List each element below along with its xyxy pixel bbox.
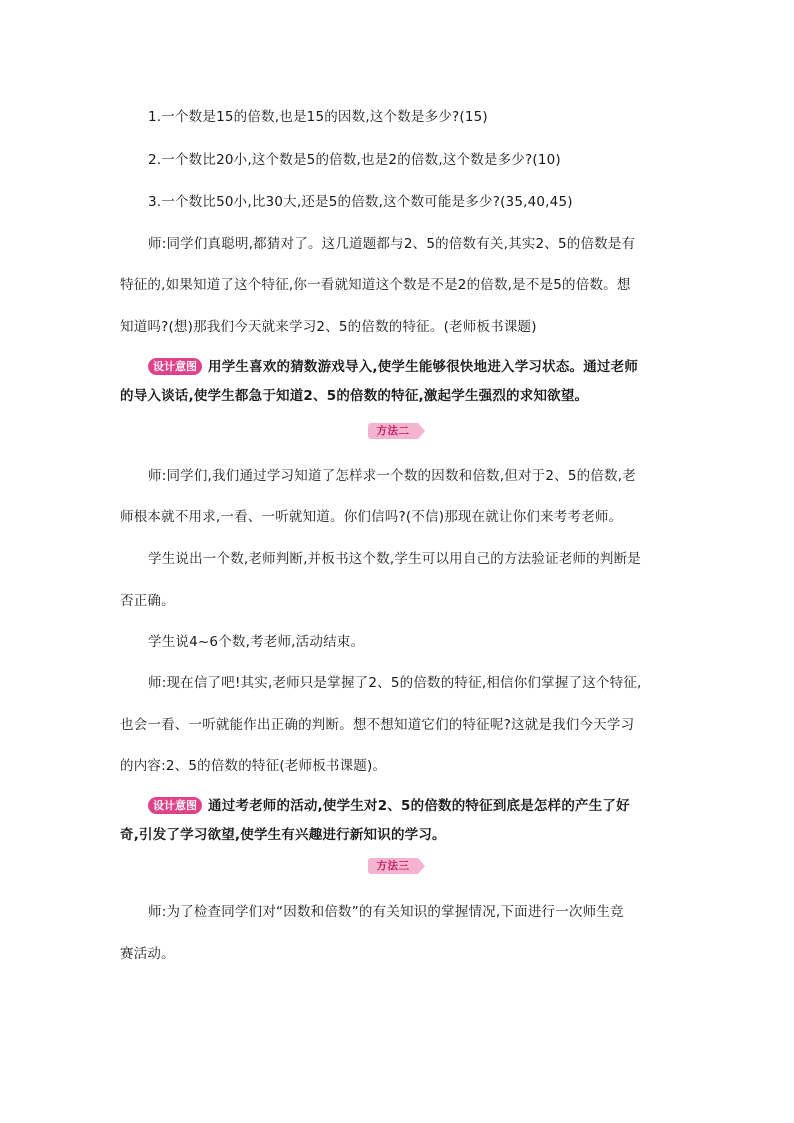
paragraph-3-line-2: 否正确。 xyxy=(120,593,175,609)
paragraph-1-line-1: 师:同学们真聪明,都猜对了。这几道题都与2、5的倍数有关,其实2、5的倍数是有 xyxy=(148,236,636,252)
paragraph-6-line-1: 师:为了检查同学们对“因数和倍数”的有关知识的掌握情况,下面进行一次师生竞 xyxy=(148,904,624,920)
arrow-tip-icon xyxy=(418,858,425,874)
design-intent-1-line-2: 的导入谈话,使学生都急于知道2、5的倍数的特征,激起学生强烈的求知欲望。 xyxy=(120,388,589,404)
paragraph-3-line-1: 学生说出一个数,老师判断,并板书这个数,学生可以用自己的方法验证老师的判断是 xyxy=(148,551,641,567)
question-1: 1.一个数是15的倍数,也是15的因数,这个数是多少?(15) xyxy=(148,109,488,125)
design-intent-1 xyxy=(148,358,794,376)
design-intent-badge: 设计意图 xyxy=(148,358,202,375)
arrow-tip-icon xyxy=(418,423,425,439)
question-2: 2.一个数比20小,这个数是5的倍数,也是2的倍数,这个数是多少?(10) xyxy=(148,152,561,168)
paragraph-1-line-3: 知道吗?(想)那我们今天就来学习2、5的倍数的特征。(老师板书课题) xyxy=(120,319,537,335)
paragraph-1-line-2: 特征的,如果知道了这个特征,你一看就知道这个数是不是2的倍数,是不是5的倍数。想 xyxy=(120,277,631,293)
paragraph-4: 学生说4~6个数,考老师,活动结束。 xyxy=(148,634,365,650)
paragraph-5-line-2: 也会一看、一听就能作出正确的判断。想不想知道它们的特征呢?这就是我们今天学习 xyxy=(120,717,635,733)
paragraph-2-line-1: 师:同学们,我们通过学习知道了怎样求一个数的因数和倍数,但对于2、5的倍数,老 xyxy=(148,468,636,484)
design-intent-badge: 设计意图 xyxy=(148,797,202,814)
design-intent-1-line-1: 用学生喜欢的猜数游戏导入,使学生能够很快地进入学习状态。通过老师 xyxy=(208,359,639,375)
question-3: 3.一个数比50小,比30大,还是5的倍数,这个数可能是多少?(35,40,45) xyxy=(148,194,573,210)
paragraph-2-line-2: 师根本就不用求,一看、一听就知道。你们信吗?(不信)那现在就让你们来考考老师。 xyxy=(120,509,623,525)
design-intent-2-line-1: 通过考老师的活动,使学生对2、5的倍数的特征到底是怎样的产生了好 xyxy=(208,798,630,814)
method-three-label xyxy=(368,858,424,874)
method-two-label xyxy=(368,423,424,439)
method-two-pill: 方法二 xyxy=(368,423,418,439)
design-intent-2-line-2: 奇,引发了学习欲望,使学生有兴趣进行新知识的学习。 xyxy=(120,827,446,843)
paragraph-5-line-3: 的内容:2、5的倍数的特征(老师板书课题)。 xyxy=(120,758,387,774)
method-three-pill: 方法三 xyxy=(368,858,418,874)
paragraph-6-line-2: 赛活动。 xyxy=(120,946,175,962)
paragraph-5-line-1: 师:现在信了吧!其实,老师只是掌握了2、5的倍数的特征,相信你们掌握了这个特征, xyxy=(148,675,642,691)
design-intent-2 xyxy=(148,797,794,815)
